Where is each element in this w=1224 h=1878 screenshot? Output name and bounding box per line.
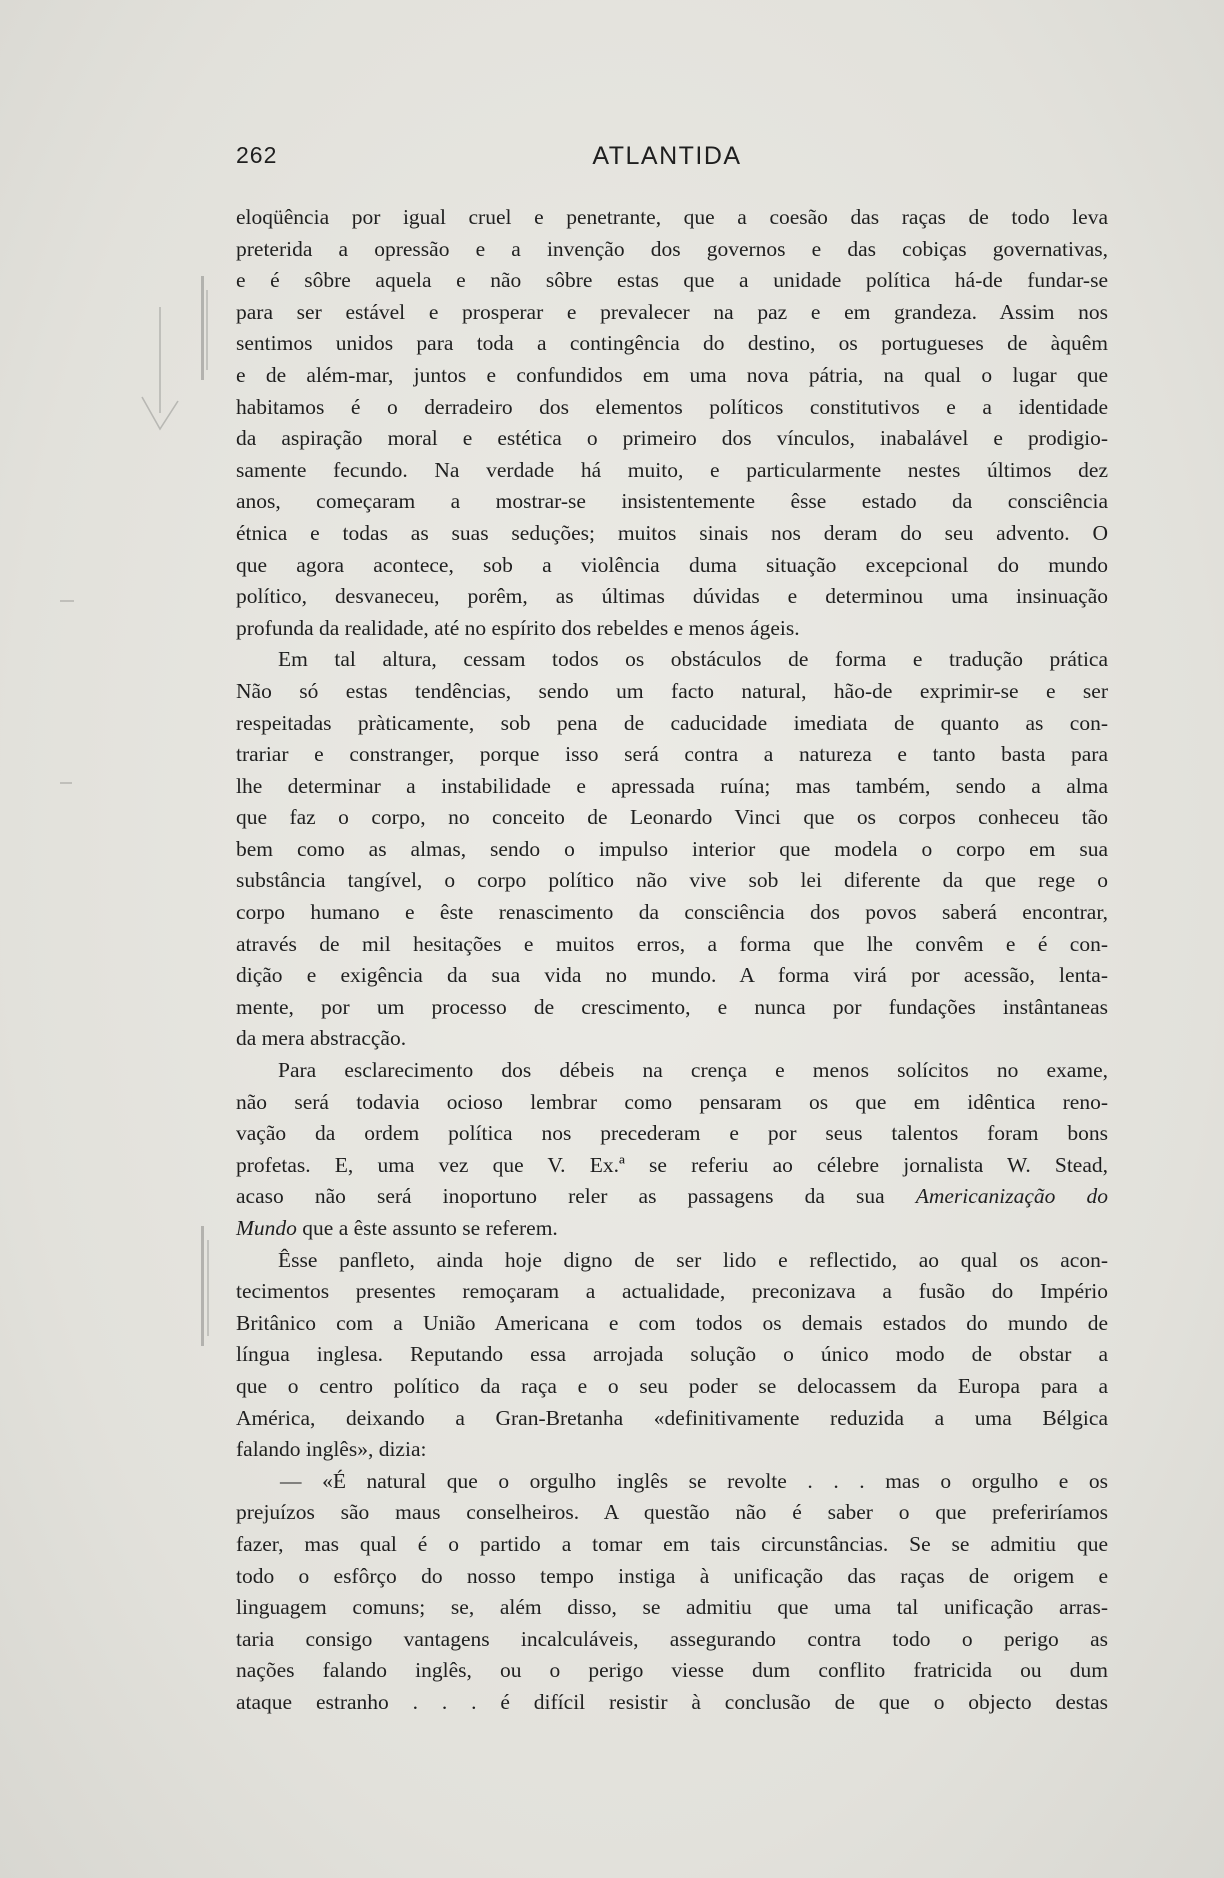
text-line bbox=[236, 960, 1108, 992]
text-run: lhe determinar a instabilidade e apressada ruína; mas também, sendo a alma bbox=[236, 773, 1108, 798]
text-run: — «É natural que o orgulho inglês se revolte . . . mas o orgulho e os bbox=[280, 1468, 1108, 1493]
text-run: através de mil hesitações e muitos erros, a forma que lhe convêm e é con- bbox=[236, 931, 1108, 956]
text-run: trariar e constranger, porque isso será contra a natureza e tanto basta para bbox=[236, 742, 1108, 767]
text-line bbox=[236, 929, 1108, 961]
text-run: da mera abstracção. bbox=[236, 1026, 407, 1051]
text-line bbox=[236, 1118, 1108, 1150]
text-line bbox=[236, 865, 1108, 897]
margin-pencil-line bbox=[206, 290, 208, 370]
text-line bbox=[236, 1150, 1108, 1182]
text-line bbox=[236, 265, 1108, 297]
text-line bbox=[236, 1023, 1108, 1055]
text-line bbox=[236, 1276, 1108, 1308]
text-line bbox=[236, 834, 1108, 866]
text-line bbox=[236, 1592, 1108, 1624]
text-run: nações falando inglês, ou o perigo viesse dum conflito fratricida ou dum bbox=[236, 1658, 1108, 1683]
text-run: Britânico com a União Americana e com todos os demais estados do mundo de bbox=[236, 1310, 1108, 1335]
text-line bbox=[236, 676, 1108, 708]
text-line bbox=[236, 644, 1108, 676]
text-line bbox=[236, 1466, 1108, 1498]
text-run: não será todavia ocioso lembrar como pensaram os que em idêntica reno- bbox=[236, 1089, 1108, 1114]
text-run: anos, começaram a mostrar-se insistentemente êsse estado da consciência bbox=[236, 489, 1108, 514]
text-run: Não só estas tendências, sendo um facto natural, hão-de exprimir-se e ser bbox=[236, 678, 1108, 703]
text-run: e de além-mar, juntos e confundidos em uma nova pátria, na qual o lugar que bbox=[236, 362, 1108, 387]
text-line bbox=[236, 1561, 1108, 1593]
text-line bbox=[236, 897, 1108, 929]
text-run: profetas. E, uma vez que V. Ex.ª se referiu ao célebre jornalista W. Stead, bbox=[236, 1152, 1108, 1177]
text-run: da aspiração moral e estética o primeiro dos vínculos, inabalável e prodigio- bbox=[236, 426, 1108, 451]
body-text bbox=[236, 202, 1108, 1719]
text-line bbox=[236, 360, 1108, 392]
text-line bbox=[236, 1434, 1108, 1466]
margin-pencil-dash bbox=[60, 600, 74, 602]
text-line bbox=[236, 550, 1108, 582]
text-line bbox=[236, 1087, 1108, 1119]
text-run: político, desvaneceu, porêm, as últimas dúvidas e determinou uma insinuação bbox=[236, 584, 1108, 609]
margin-arrow-mark bbox=[138, 305, 182, 435]
text-run: que faz o corpo, no conceito de Leonardo Vinci que os corpos conheceu tão bbox=[236, 805, 1108, 830]
italic-title: Mundo bbox=[236, 1216, 297, 1240]
text-line bbox=[236, 1624, 1108, 1656]
margin-pencil-dash bbox=[60, 782, 72, 784]
text-line bbox=[236, 771, 1108, 803]
text-line bbox=[236, 1308, 1108, 1340]
text-run: corpo humano e êste renascimento da consciência dos povos saberá encontrar, bbox=[236, 900, 1108, 925]
text-line bbox=[236, 486, 1108, 518]
text-line bbox=[236, 234, 1108, 266]
italic-title: Americanização do bbox=[915, 1184, 1109, 1209]
text-run: que o centro político da raça e o seu poder se delocassem da Europa para a bbox=[236, 1373, 1108, 1398]
text-run: taria consigo vantagens incalculáveis, assegurando contra todo o perigo as bbox=[236, 1626, 1108, 1651]
text-line bbox=[236, 992, 1108, 1024]
text-line bbox=[236, 518, 1108, 550]
margin-pencil-line bbox=[201, 276, 204, 380]
text-line bbox=[236, 613, 1108, 645]
text-line bbox=[236, 708, 1108, 740]
text-run: vação da ordem política nos precederam e por seus talentos foram bons bbox=[236, 1121, 1108, 1146]
text-run: ataque estranho . . . é difícil resistir à conclusão de que o objecto destas bbox=[236, 1689, 1108, 1714]
page-number: 262 bbox=[236, 142, 278, 168]
text-run: dição e exigência da sua vida no mundo. A forma virá por acessão, lenta- bbox=[236, 963, 1108, 988]
margin-pencil-line bbox=[201, 1226, 204, 1346]
text-run: linguagem comuns; se, além disso, se admitiu que uma tal unificação arras- bbox=[236, 1595, 1108, 1620]
text-run: fazer, mas qual é o partido a tomar em tais circunstâncias. Se se admitiu que bbox=[236, 1531, 1108, 1556]
text-line bbox=[236, 297, 1108, 329]
text-line bbox=[236, 1181, 1108, 1213]
text-run: acaso não será inoportuno reler as passagens da sua bbox=[236, 1184, 916, 1209]
text-line bbox=[236, 1529, 1108, 1561]
text-run: substância tangível, o corpo político não vive sob lei diferente da que rege o bbox=[236, 868, 1108, 893]
text-line bbox=[236, 202, 1108, 234]
text-run: prejuízos são maus conselheiros. A questão não é saber o que preferiríamos bbox=[236, 1500, 1108, 1525]
text-run: étnica e todas as suas seduções; muitos sinais nos deram do seu advento. O bbox=[236, 520, 1108, 545]
margin-pencil-line bbox=[207, 1240, 209, 1336]
text-line bbox=[236, 1245, 1108, 1277]
text-run: que a êste assunto se referem. bbox=[296, 1216, 558, 1240]
text-run: preterida a opressão e a invenção dos governos e das cobiças governativas, bbox=[236, 236, 1108, 261]
text-line bbox=[236, 1655, 1108, 1687]
text-run: mente, por um processo de crescimento, e nunca por fundações instântaneas bbox=[236, 994, 1108, 1019]
text-run: língua inglesa. Reputando essa arrojada solução o único modo de obstar a bbox=[236, 1342, 1108, 1367]
text-line bbox=[236, 739, 1108, 771]
text-line bbox=[236, 1497, 1108, 1529]
text-run: falando inglês», dizia: bbox=[236, 1437, 427, 1462]
text-run: e é sôbre aquela e não sôbre estas que a unidade política há-de fundar-se bbox=[236, 268, 1108, 293]
text-run: bem como as almas, sendo o impulso interior que modela o corpo em sua bbox=[236, 836, 1108, 861]
text-line bbox=[236, 328, 1108, 360]
text-line bbox=[236, 1687, 1108, 1719]
text-run: sentimos unidos para toda a contingência do destino, os portugueses de àquêm bbox=[236, 331, 1108, 356]
text-run: profunda da realidade, até no espírito dos rebeldes e menos ágeis. bbox=[236, 615, 800, 640]
text-run: eloqüência por igual cruel e penetrante, que a coesão das raças de todo leva bbox=[236, 205, 1108, 229]
text-run: que agora acontece, sob a violência duma situação excepcional do mundo bbox=[236, 552, 1108, 577]
text-line bbox=[236, 392, 1108, 424]
text-run: tecimentos presentes remoçaram a actualidade, preconizava a fusão do Império bbox=[236, 1279, 1108, 1304]
text-line bbox=[236, 1403, 1108, 1435]
text-line bbox=[236, 1213, 1108, 1245]
text-line bbox=[236, 1371, 1108, 1403]
text-run: respeitadas pràticamente, sob pena de caducidade imediata de quanto as con- bbox=[236, 710, 1108, 735]
running-title: ATLANTIDA bbox=[592, 142, 742, 170]
text-line bbox=[236, 1339, 1108, 1371]
text-line bbox=[236, 581, 1108, 613]
text-run: Em tal altura, cessam todos os obstáculos de forma e tradução prática bbox=[278, 647, 1108, 672]
text-run: para ser estável e prosperar e prevalecer na paz e em grandeza. Assim nos bbox=[236, 299, 1108, 324]
page-header bbox=[236, 142, 1098, 178]
text-line bbox=[236, 455, 1108, 487]
text-run: Êsse panfleto, ainda hoje digno de ser lido e reflectido, ao qual os acon- bbox=[278, 1247, 1108, 1272]
text-run: América, deixando a Gran-Bretanha «definitivamente reduzida a uma Bélgica bbox=[236, 1405, 1108, 1430]
text-run: samente fecundo. Na verdade há muito, e particularmente nestes últimos dez bbox=[236, 457, 1108, 482]
text-line bbox=[236, 423, 1108, 455]
text-line bbox=[236, 802, 1108, 834]
text-run: Para esclarecimento dos débeis na crença e menos solícitos no exame, bbox=[278, 1058, 1108, 1083]
text-line bbox=[236, 1055, 1108, 1087]
text-run: todo o esfôrço do nosso tempo instiga à unificação das raças de origem e bbox=[236, 1563, 1108, 1588]
text-run: habitamos é o derradeiro dos elementos políticos constitutivos e a identidade bbox=[236, 394, 1108, 419]
